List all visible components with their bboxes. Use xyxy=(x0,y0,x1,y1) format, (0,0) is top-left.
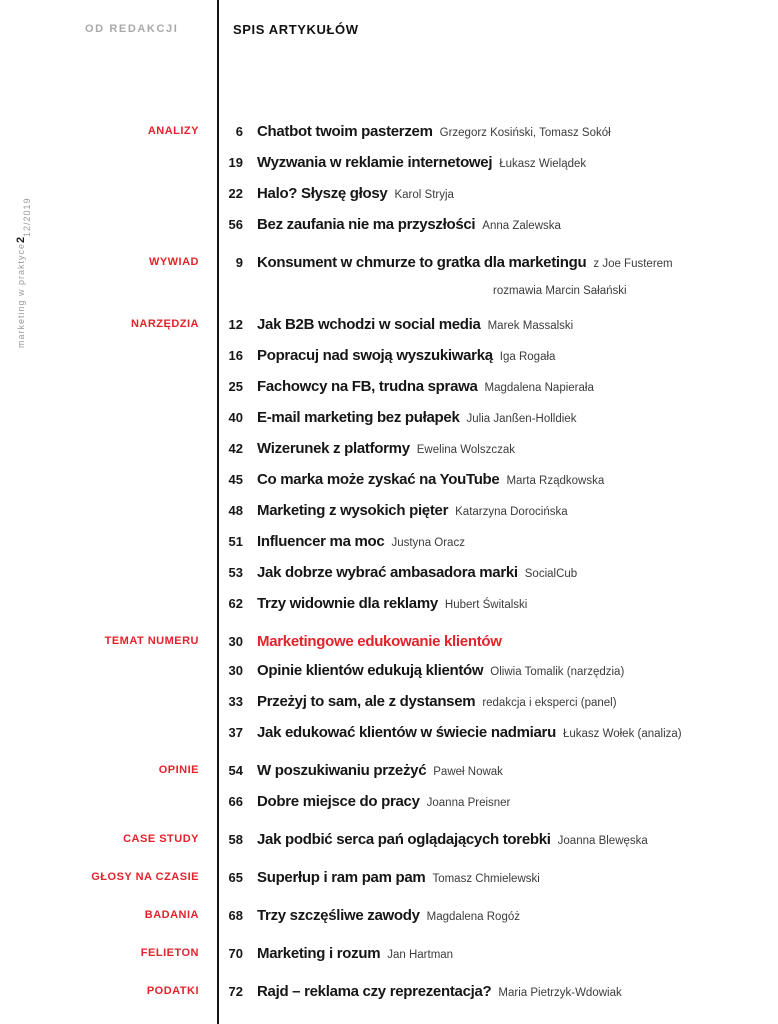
entry-title: Konsument w chmurze to gratka dla marketingu xyxy=(257,254,587,271)
toc-entry xyxy=(228,656,778,687)
entry-author: Ewelina Wolszczak xyxy=(416,444,515,456)
entry-title: Jak B2B wchodzi w social media xyxy=(257,316,481,333)
entry-author: Anna Zalewska xyxy=(482,220,561,232)
entry-page-number: 53 xyxy=(228,565,243,580)
entry-title: Wyzwania w reklamie internetowej xyxy=(257,154,493,171)
toc-entry xyxy=(228,589,778,620)
toc-entry xyxy=(228,718,778,749)
entry-title: Wizerunek z platformy xyxy=(257,440,410,457)
section-label: WYWIAD xyxy=(148,256,199,268)
spine-page-number: 2 xyxy=(15,236,27,243)
section-label: GŁOSY NA CZASIE xyxy=(91,871,199,883)
entry-author: Magdalena Rogóż xyxy=(426,911,520,923)
toc-entry xyxy=(228,179,778,210)
entry-page-number: 30 xyxy=(228,634,243,649)
entry-page-number: 70 xyxy=(228,946,243,961)
entry-page-number: 30 xyxy=(228,663,243,678)
entry-author: z Joe Fusterem xyxy=(593,258,673,270)
toc-entry xyxy=(228,863,778,894)
entry-author: redakcja i eksperci (panel) xyxy=(482,697,617,709)
entry-author: Iga Rogała xyxy=(499,351,556,363)
entry-title: Rajd – reklama czy reprezentacja? xyxy=(257,983,492,1000)
entry-page-number: 62 xyxy=(228,596,243,611)
section-label: NARZĘDZIA xyxy=(130,318,199,330)
toc-entry xyxy=(228,977,778,1008)
entry-page-number: 72 xyxy=(228,984,243,999)
section-entries xyxy=(228,939,778,970)
entry-author: Marek Massalski xyxy=(487,320,574,332)
entry-page-number: 33 xyxy=(228,694,243,709)
entry-page-number: 51 xyxy=(228,534,243,549)
entry-title: Marketing i rozum xyxy=(257,945,381,962)
entry-title: Fachowcy na FB, trudna sprawa xyxy=(257,378,478,395)
entry-author: Joanna Preisner xyxy=(426,797,511,809)
entry-page-number: 37 xyxy=(228,725,243,740)
entry-page-number: 58 xyxy=(228,832,243,847)
section-label: TEMAT NUMERU xyxy=(104,635,199,647)
entry-page-number: 45 xyxy=(228,472,243,487)
entry-author-continuation: rozmawia Marcin Sałański xyxy=(493,285,627,297)
entry-title: Influencer ma moc xyxy=(257,533,385,550)
entry-author: Magdalena Napierała xyxy=(484,382,594,394)
toc-section xyxy=(0,863,778,894)
entry-author: Łukasz Wołek (analiza) xyxy=(562,728,682,740)
tab-od-redakcji: OD REDAKCJI xyxy=(85,23,179,35)
entry-title: Marketingowe edukowanie klientów xyxy=(257,633,502,650)
toc-entry xyxy=(228,627,778,656)
section-label: OPINIE xyxy=(158,764,199,776)
toc-section xyxy=(0,248,778,303)
entry-page-number: 6 xyxy=(235,124,243,139)
toc-entry xyxy=(228,148,778,179)
entry-page-number: 68 xyxy=(228,908,243,923)
section-entries xyxy=(228,756,778,818)
entry-title: Przeżyj to sam, ale z dystansem xyxy=(257,693,476,710)
entry-author: Jan Hartman xyxy=(387,949,454,961)
entry-author: Grzegorz Kosiński, Tomasz Sokół xyxy=(439,127,611,139)
entry-author: Julia Janßen-Holldiek xyxy=(466,413,577,425)
entry-author: Joanna Blewęska xyxy=(557,835,648,847)
entry-page-number: 19 xyxy=(228,155,243,170)
toc-entry xyxy=(228,901,778,932)
entry-title: Jak podbić serca pań oglądających torebki xyxy=(257,831,551,848)
spine-magazine-name: marketing w praktyce xyxy=(16,242,26,348)
toc-entry xyxy=(228,825,778,856)
entry-title: Jak edukować klientów w świecie nadmiaru xyxy=(257,724,556,741)
toc-entry xyxy=(228,117,778,148)
toc-section xyxy=(0,756,778,818)
section-label: PODATKI xyxy=(146,985,199,997)
entry-title: Marketing z wysokich pięter xyxy=(257,502,449,519)
toc-section xyxy=(0,901,778,932)
entry-author: Justyna Oracz xyxy=(391,537,465,549)
entry-title: E-mail marketing bez pułapek xyxy=(257,409,460,426)
entry-author: Katarzyna Dorocińska xyxy=(455,506,568,518)
entry-author: Hubert Świtalski xyxy=(444,599,528,611)
section-entries xyxy=(228,627,778,749)
toc-entry xyxy=(228,248,778,279)
section-label: ANALIZY xyxy=(147,125,199,137)
entry-page-number: 25 xyxy=(228,379,243,394)
toc-section xyxy=(0,117,778,241)
toc-entry xyxy=(228,434,778,465)
spine-issue-date: 12/2019 xyxy=(22,197,32,237)
entry-title: Opinie klientów edukują klientów xyxy=(257,662,484,679)
entry-title: W poszukiwaniu przeżyć xyxy=(257,762,427,779)
entry-title: Jak dobrze wybrać ambasadora marki xyxy=(257,564,518,581)
section-entries xyxy=(228,248,778,303)
toc-entry xyxy=(228,939,778,970)
toc-section xyxy=(0,939,778,970)
toc-entry xyxy=(228,210,778,241)
toc-entry xyxy=(228,403,778,434)
entry-page-number: 48 xyxy=(228,503,243,518)
entry-author: Marta Rządkowska xyxy=(506,475,605,487)
section-label: BADANIA xyxy=(144,909,199,921)
toc-entry xyxy=(228,558,778,589)
entry-page-number: 65 xyxy=(228,870,243,885)
entry-title: Halo? Słyszę głosy xyxy=(257,185,388,202)
entry-author: Maria Pietrzyk-Wdowiak xyxy=(498,987,622,999)
entry-title: Co marka może zyskać na YouTube xyxy=(257,471,500,488)
toc-section xyxy=(0,310,778,620)
toc-entry xyxy=(228,372,778,403)
entry-author: Łukasz Wielądek xyxy=(499,158,587,170)
entry-title: Trzy szczęśliwe zawody xyxy=(257,907,420,924)
entry-page-number: 54 xyxy=(228,763,243,778)
section-entries xyxy=(228,117,778,241)
entry-page-number: 16 xyxy=(228,348,243,363)
entry-title: Dobre miejsce do pracy xyxy=(257,793,420,810)
entry-page-number: 40 xyxy=(228,410,243,425)
page-title: SPIS ARTYKUŁÓW xyxy=(233,22,359,37)
toc-entry xyxy=(228,465,778,496)
toc-entry xyxy=(228,787,778,818)
toc-entry xyxy=(228,527,778,558)
entry-title: Trzy widownie dla reklamy xyxy=(257,595,438,612)
toc-section xyxy=(0,627,778,749)
section-label: FELIETON xyxy=(140,947,199,959)
entry-page-number: 9 xyxy=(235,255,243,270)
entry-author: Tomasz Chmielewski xyxy=(432,873,540,885)
toc-entry xyxy=(228,687,778,718)
toc-entry xyxy=(228,756,778,787)
toc-section xyxy=(0,977,778,1008)
toc-section xyxy=(0,825,778,856)
entry-author: Oliwia Tomalik (narzędzia) xyxy=(490,666,625,678)
entry-page-number: 12 xyxy=(228,317,243,332)
section-entries xyxy=(228,863,778,894)
toc-entry xyxy=(228,341,778,372)
entry-title: Popracuj nad swoją wyszukiwarką xyxy=(257,347,493,364)
entry-title: Bez zaufania nie ma przyszłości xyxy=(257,216,476,233)
section-entries xyxy=(228,825,778,856)
entry-title: Chatbot twoim pasterzem xyxy=(257,123,433,140)
toc-entry xyxy=(228,310,778,341)
entry-author: Paweł Nowak xyxy=(433,766,503,778)
section-entries xyxy=(228,901,778,932)
entry-page-number: 56 xyxy=(228,217,243,232)
entry-page-number: 66 xyxy=(228,794,243,809)
section-entries xyxy=(228,977,778,1008)
entry-title: Superłup i ram pam pam xyxy=(257,869,426,886)
entry-author: Karol Stryja xyxy=(394,189,454,201)
section-label: CASE STUDY xyxy=(123,833,199,845)
section-entries xyxy=(228,310,778,620)
entry-author: SocialCub xyxy=(524,568,578,580)
entry-page-number: 22 xyxy=(228,186,243,201)
toc-list xyxy=(0,117,778,1015)
toc-entry xyxy=(228,496,778,527)
entry-page-number: 42 xyxy=(228,441,243,456)
